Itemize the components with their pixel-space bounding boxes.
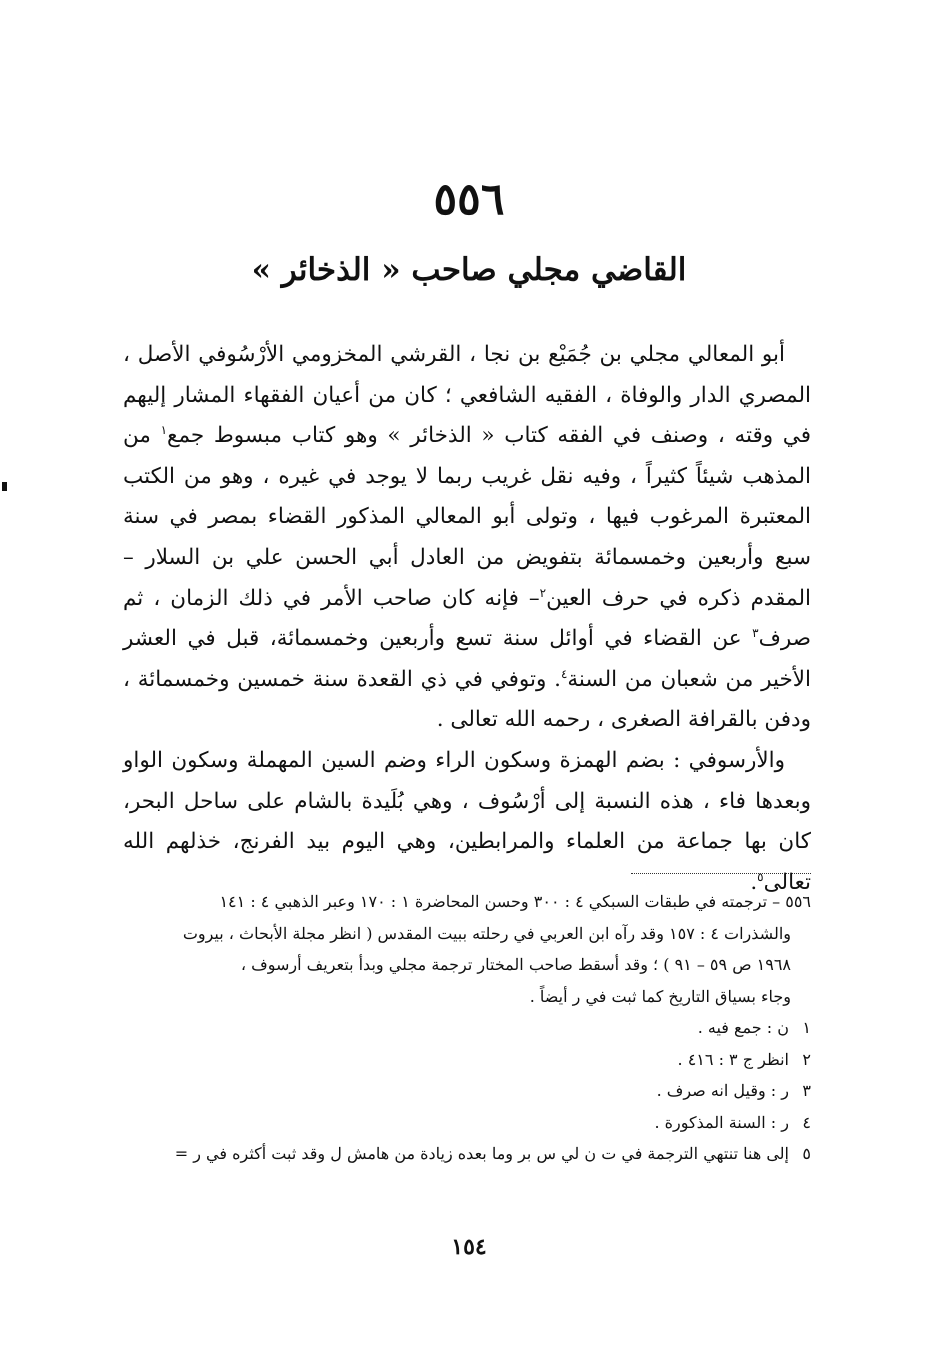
footnote-ref-2: ٢ [539,585,547,600]
margin-mark [2,482,7,491]
page-number: ١٥٤ [451,1234,487,1260]
footnote-separator [631,873,811,874]
footnote-text: ر : السنة المذكورة . [654,1112,789,1132]
footnote-number: ٤ [802,1112,811,1132]
body-paragraph-1 [123,335,811,741]
biography-body [123,335,811,903]
footnote-number: ٥ [802,1144,811,1163]
source-note-label: ٥٥٦ – [772,892,811,911]
entry-title: القاضي مجلي صاحب « الذخائر » [251,252,687,288]
source-note-text: ترجمته في طبقات السبكي ٤ : ٣٠٠ وحسن المحاضرة ١ : ١٧٠ وعبر الذهبي ٤ : ١٤١ [219,892,768,911]
source-note-line: ١٩٦٨ ص ٥٩ – ٩١ ) ؛ وقد أسقط صاحب المختار ترجمة مجلي وبدأ بتعريف أرسوف ، [240,955,791,974]
paragraph-text: عن القضاء في أوائل سنة تسع وأربعين وخمسمائة، قبل في العشر الأخير من شعبان من السنة [123,626,811,692]
footnote-number: ٣ [802,1081,811,1100]
footnote-text: ر : وقيل انه صرف . [656,1081,789,1100]
footnote-item [123,1075,811,1107]
footnote-ref-3: ٣ [752,626,759,640]
entry-source-note [123,886,811,1012]
source-note-line [123,886,811,918]
body-paragraph-2 [123,741,811,903]
entry-number: ٥٥٦ [433,174,505,225]
footnote-ref-1: ١ [160,423,168,438]
paragraph-text: والأرسوفي : بضم الهمزة وسكون الراء وضم السين المهملة وسكون الواو وبعدها فاء ، هذه النسبة إلى أرْسُوف ، وهي بُلَيدة بالشام على ساحل البحر، كان بها جماعة من العلماء والمرابطين، وهي اليوم بيد الفرنج، خذلهم الله تعالى [123,747,811,895]
footnote-item [123,1012,811,1044]
footnote-item [123,1107,811,1139]
footnotes [123,886,811,1170]
paragraph-text: . وتوفي في ذي القعدة سنة خمسين وخمسمائة ، ودفن بالقرافة الصغرى ، رحمه الله تعالى . [123,666,811,733]
source-note-line: والشذرات ٤ : ١٥٧ وقد رآه ابن العربي في رحلته ببيت المقدس ( انظر مجلة الأبحاث ، بيروت [182,923,791,943]
footnote-number: ١ [802,1018,811,1037]
footnote-item [123,1044,811,1076]
footnote-text: انظر ج ٣ : ٤١٦ . [677,1049,789,1069]
paragraph-text: . [750,869,758,895]
footnote-number: ٢ [802,1049,811,1069]
footnote-item [123,1138,811,1170]
footnote-list [123,1012,811,1170]
footnote-ref-4: ٤ [560,666,568,681]
paragraph-text: أبو المعالي مجلي بن جُمَيْع بن نجا ، القرشي المخزومي الأرْسُوفي الأصل ، المصري الدار والوفاة ، الفقيه الشافعي ؛ كان من أعيان الفقهاء المشار إليهم في وقته ، وصنف في الفقه كتاب « الذخائر » وهو كتاب مبسوط جمع [123,342,811,449]
footnote-text: ن : جمع فيه . [697,1018,789,1037]
paragraph-text: من المذهب شيئاً كثيراً ، وفيه نقل غريب ربما لا يوجد في غيره ، وهو من الكتب المعتبرة المرغوب فيها ، وتولى أبو المعالي المذكور القضاء بمصر في سنة سبع وأربعين وخمسمائة بتفويض من العادل أبي الحسن علي بن السلار – المقدم ذكره في حرف العين [123,423,811,611]
footnote-text: إلى هنا تنتهي الترجمة في ت ن لي س بر وما بعده زيادة من هامش ل وقد ثبت أكثره في ر = [174,1144,789,1163]
source-note-line: وجاء بسياق التاريخ كما ثبت في ر أيضاً . [529,986,791,1006]
footnote-ref-5: ٥ [757,869,764,884]
paragraph-text: – فإنه كان صاحب الأمر في ذلك الزمان ، ثم صرف [123,585,811,652]
